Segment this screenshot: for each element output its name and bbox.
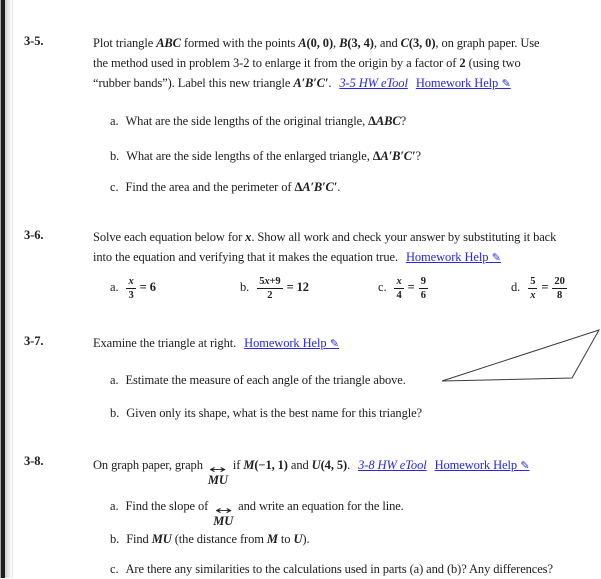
part-a — [110, 370, 406, 390]
math-variable: M — [266, 532, 278, 546]
part-label: b. — [110, 406, 120, 420]
homework-help-link-3-7[interactable]: Homework Help ✎ — [244, 336, 340, 350]
part-label: c. — [110, 180, 119, 194]
part-b — [110, 529, 310, 549]
triangle-figure — [434, 326, 601, 388]
part-a — [110, 496, 404, 528]
text-run: ? — [415, 149, 421, 163]
math-number: (−1, 1) — [254, 458, 288, 472]
problem-intro — [93, 227, 601, 267]
text-run: Examine the triangle at right. — [93, 336, 237, 350]
pencil-icon: ✎ — [488, 251, 501, 264]
part-text — [126, 532, 309, 546]
equation-b — [240, 276, 309, 301]
text-line — [93, 53, 601, 73]
part-c — [110, 177, 340, 197]
math-number: Δ — [294, 180, 303, 194]
text-run: (the distance from — [171, 532, 267, 546]
equation-a — [110, 276, 156, 301]
equation — [125, 276, 156, 302]
fraction-denominator: 8 — [557, 290, 563, 302]
fraction-denominator: 3 — [128, 290, 134, 302]
math-number: (0, 0) — [306, 36, 334, 50]
pencil-icon: ✎ — [498, 77, 511, 90]
text-line — [93, 247, 601, 267]
text-run: formed with the points — [180, 36, 299, 50]
line-notation — [213, 504, 234, 528]
fraction-numerator: 5x+9 — [257, 276, 282, 289]
part-label: b. — [110, 532, 120, 546]
pencil-icon: ✎ — [326, 337, 340, 350]
etool-link-3-8[interactable]: 3-8 HW eTool — [358, 458, 427, 472]
problem-number: 3-6. — [24, 228, 44, 242]
math-number: = 6 — [136, 280, 156, 295]
math-number: 2 — [459, 56, 466, 70]
part-label: a. — [110, 499, 119, 513]
text-run: . Show all work and check your answer by substituting it back — [251, 230, 557, 244]
math-variable: A′B′C′ — [380, 149, 416, 163]
equation-c — [378, 276, 429, 301]
text-line — [93, 33, 601, 53]
text-run: Are there any similarities to the calculations used in parts (a) and (b)? Any differences? — [125, 562, 553, 576]
pencil-icon: ✎ — [516, 459, 530, 472]
double-arrow-icon: ↔ — [209, 463, 227, 476]
problem-intro — [93, 455, 601, 487]
text-run: (using two — [465, 56, 521, 70]
equation-label: d. — [511, 280, 521, 295]
part-text — [125, 373, 405, 387]
fraction-denominator: 6 — [420, 290, 426, 302]
part-c — [110, 559, 553, 579]
math-number: = 12 — [283, 280, 309, 295]
window-edge-fade — [5, 0, 12, 578]
part-b — [110, 403, 422, 423]
line-endpoints: MU — [213, 514, 234, 528]
double-arrow-icon: ↔ — [214, 504, 232, 517]
part-text — [125, 114, 406, 128]
fraction-denominator: 2 — [267, 290, 273, 302]
math-variable: A′B′C′ — [293, 76, 329, 90]
math-variable: U — [293, 532, 303, 546]
equation-d — [511, 276, 568, 301]
text-run: to — [277, 532, 294, 546]
text-run: into the equation and verifying that it makes the equation true. — [93, 250, 398, 264]
text-run: if — [229, 458, 244, 472]
text-run: What are the side lengths of the enlarged triangle, — [126, 149, 373, 163]
text-run: Find — [126, 532, 152, 546]
text-run: What are the side lengths of the original triangle, — [125, 114, 369, 128]
text-run: . — [328, 76, 332, 90]
part-text — [125, 180, 340, 194]
fraction-numerator: 9 — [419, 276, 428, 289]
math-number: = — [404, 280, 418, 295]
math-number: Δ — [372, 149, 381, 163]
math-variable: M — [243, 458, 255, 472]
text-run: . — [347, 458, 351, 472]
fraction-numerator: x — [126, 276, 135, 289]
text-run: Plot triangle — [93, 36, 157, 50]
fraction — [126, 276, 135, 301]
line-endpoints: MU — [207, 473, 228, 487]
fraction-numerator: 5 — [528, 276, 537, 289]
text-run: , and — [373, 36, 401, 50]
part-b — [110, 146, 421, 166]
math-variable: x — [245, 230, 252, 244]
homework-help-link-3-5[interactable]: Homework Help ✎ — [415, 76, 511, 90]
equation — [527, 276, 568, 302]
text-run: Solve each equation below for — [93, 230, 246, 244]
equation-label: a. — [110, 280, 119, 295]
fraction — [257, 276, 282, 301]
equation-label: c. — [378, 280, 387, 295]
math-number: (3, 0) — [408, 36, 436, 50]
fraction-numerator: 20 — [552, 276, 566, 289]
part-text — [126, 406, 422, 420]
equation — [256, 276, 309, 302]
triangle-shape — [442, 330, 599, 381]
math-variable: A′B′C′ — [302, 180, 338, 194]
text-run: ). — [302, 532, 310, 546]
homework-help-link-3-8[interactable]: Homework Help ✎ — [434, 458, 530, 472]
text-run: ? — [400, 114, 407, 128]
math-variable: MU — [151, 532, 172, 546]
problem-number: 3-8. — [24, 454, 44, 468]
fraction — [419, 276, 428, 301]
fraction — [552, 276, 566, 301]
fraction-denominator: x — [530, 290, 536, 302]
math-variable: U — [311, 458, 321, 472]
part-a — [110, 111, 406, 131]
part-label: b. — [110, 149, 120, 163]
math-variable: C — [400, 36, 409, 50]
text-run: and — [287, 458, 312, 472]
problem-intro — [93, 33, 601, 93]
math-variable: B — [339, 36, 348, 50]
text-line — [93, 455, 601, 487]
equation-label: b. — [240, 280, 250, 295]
etool-link-3-5[interactable]: 3-5 HW eTool — [339, 76, 408, 90]
text-run: . — [337, 180, 341, 194]
fraction — [528, 276, 537, 301]
text-line — [93, 73, 601, 93]
part-label: a. — [110, 373, 119, 387]
equation — [393, 276, 428, 302]
fraction-numerator: x — [394, 276, 403, 289]
problem-number: 3-5. — [24, 34, 44, 48]
part-text — [125, 499, 404, 528]
part-text — [126, 149, 421, 163]
math-variable: ABC — [156, 36, 181, 50]
part-label: c. — [110, 562, 119, 576]
math-number: = — [538, 280, 552, 295]
text-run: Given only its shape, what is the best name for this triangle? — [126, 406, 423, 420]
text-line — [93, 227, 601, 247]
text-run: Estimate the measure of each angle of the triangle above. — [125, 373, 406, 387]
math-variable: ABC — [375, 114, 401, 128]
text-run: Find the area and the perimeter of — [125, 180, 295, 194]
math-variable: A — [298, 36, 307, 50]
page-left-border — [12, 0, 13, 578]
text-run: the method used in problem 3-2 to enlarge it from the origin by a factor of — [93, 56, 460, 70]
text-run: Find the slope of — [125, 499, 212, 513]
fraction-denominator: 4 — [396, 290, 402, 302]
part-text — [125, 562, 552, 576]
text-run: , — [333, 36, 340, 50]
homework-help-link-3-6[interactable]: Homework Help ✎ — [405, 250, 501, 264]
math-number: (3, 4) — [347, 36, 374, 50]
text-run: , on graph paper. Use — [435, 36, 540, 50]
math-number: Δ — [368, 114, 376, 128]
math-number: (4, 5) — [320, 458, 348, 472]
fraction — [394, 276, 403, 301]
line-notation — [207, 463, 228, 487]
text-run: “rubber bands”). Label this new triangle — [93, 76, 294, 90]
text-run: On graph paper, graph — [93, 458, 206, 472]
problem-number: 3-7. — [24, 334, 44, 348]
text-run: and write an equation for the line. — [235, 499, 404, 513]
part-label: a. — [110, 114, 119, 128]
